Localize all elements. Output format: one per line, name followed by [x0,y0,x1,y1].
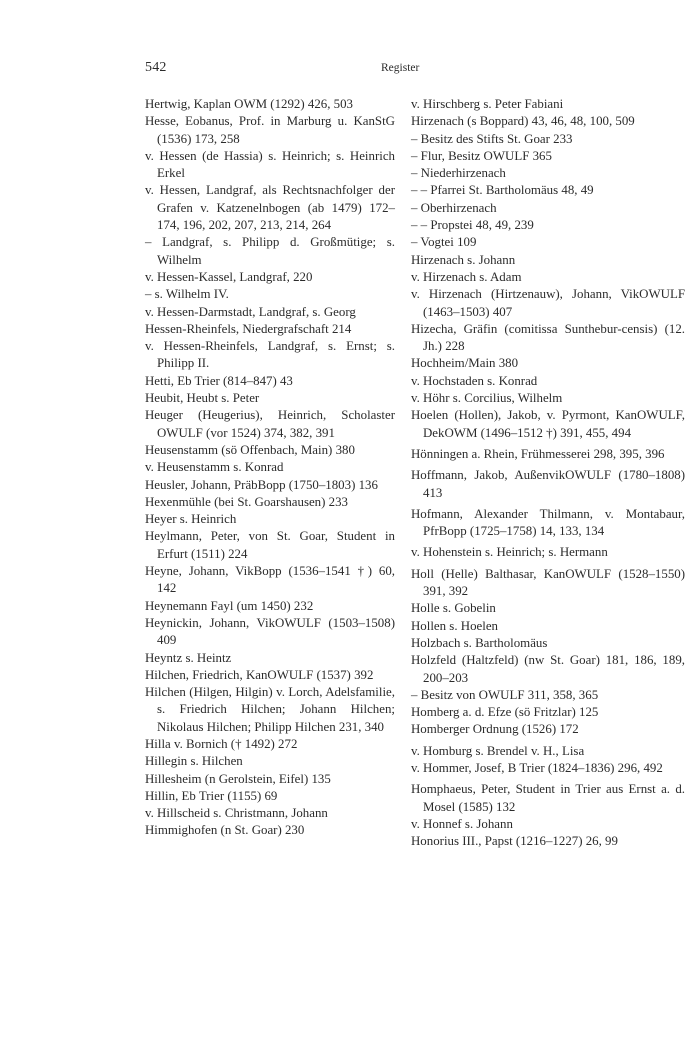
index-entry: Hilchen (Hilgen, Hilgin) v. Lorch, Adelsfamilie, s. Friedrich Hilchen; Johann Hilchen; Nikolaus Hilchen; Philipp Hilchen 231, 340 [145,685,395,734]
index-entry: – Besitz von OWULF 311, 358, 365 [411,687,599,702]
index-entry: Hofmann, Alexander Thilmann, v. Montabaur, PfrBopp (1725–1758) 14, 133, 134 [411,506,685,539]
index-entry: Homphaeus, Peter, Student in Trier aus Ernst a. d. Mosel (1585) 132 [411,782,685,814]
index-entry: Honorius III., Papst (1216–1227) 26, 99 [411,834,618,849]
index-entry: v. Heusenstamm s. Konrad [145,460,284,475]
index-entry: – Landgraf, s. Philipp d. Großmütige; s. Wilhelm [145,235,395,267]
index-entry: – Niederhirzenach [411,166,506,181]
index-entry: – – Propstei 48, 49, 239 [411,218,534,233]
running-head: Register [381,62,420,74]
index-entry: Heynickin, Johann, VikOWULF (1503–1508) 409 [145,615,395,648]
index-entry: Hillin, Eb Trier (1155) 69 [145,788,278,803]
index-entry: v. Hessen-Rheinfels, Landgraf, s. Ernst; s. Philipp II. [145,339,395,371]
index-entry: Hoelen (Hollen), Jakob, v. Pyrmont, KanOWULF, DekOWM (1496–1512 †) 391, 455, 494 [411,408,685,440]
index-entry: Heusler, Johann, PräbBopp (1750–1803) 136 [145,477,378,492]
index-entry: Heyne, Johann, VikBopp (1536–1541 †) 60, 142 [145,564,395,596]
index-entry: – Flur, Besitz OWULF 365 [411,148,552,163]
index-entry: Hirzenach s. Johann [411,252,516,267]
index-entry: Hizecha, Gräfin (comitissa Sunthebur-censis) (12. Jh.) 228 [411,321,685,354]
index-column-right [411,96,685,850]
index-entry: v. Hohenstein s. Heinrich; s. Hermann [411,545,608,560]
index-entry: v. Hirschberg s. Peter Fabiani [411,97,564,111]
index-entry: Heuger (Heugerius), Heinrich, Scholaster OWULF (vor 1524) 374, 382, 391 [145,408,395,440]
index-entry: Hoffmann, Jakob, AußenvikOWULF (1780–1808) 413 [411,468,685,500]
index-entry: Heyntz s. Heintz [145,650,232,665]
index-entry: Heyer s. Heinrich [145,512,237,527]
index-entry: – Oberhirzenach [411,200,497,215]
index-entry: v. Hommer, Josef, B Trier (1824–1836) 296, 492 [411,760,663,775]
index-entry: v. Hillscheid s. Christmann, Johann [145,806,328,821]
index-entry: – Vogtei 109 [411,235,477,250]
index-entry: Homberger Ordnung (1526) 172 [411,722,579,737]
index-entry: – Besitz des Stifts St. Goar 233 [411,131,573,146]
index-entry: v. Hessen (de Hassia) s. Heinrich; s. Heinrich Erkel [145,148,395,181]
index-entry: Hilchen, Friedrich, KanOWULF (1537) 392 [145,667,374,682]
index-entry: Hetti, Eb Trier (814–847) 43 [145,373,293,388]
index-entry: – – Pfarrei St. Bartholomäus 48, 49 [411,183,594,198]
index-entry: Hirzenach (s Boppard) 43, 46, 48, 100, 509 [411,114,635,129]
index-entry: Heusenstamm (sö Offenbach, Main) 380 [145,442,355,457]
index-entry: Holzbach s. Bartholomäus [411,635,548,650]
index-entry: Himmighofen (n St. Goar) 230 [145,823,305,838]
index-entry: Hollen s. Hoelen [411,618,498,633]
index-entry: Homberg a. d. Efze (sö Fritzlar) 125 [411,705,599,720]
page-number: 542 [145,60,167,75]
index-entry: Heynemann Fayl (um 1450) 232 [145,598,314,613]
index-entry: Heubit, Heubt s. Peter [145,391,260,406]
index-entry: Holzfeld (Haltzfeld) (nw St. Goar) 181, 186, 189, 200–203 [411,653,685,685]
index-entry: v. Hessen-Darmstadt, Landgraf, s. Georg [145,304,356,319]
page-header [145,60,685,80]
index-entry: Hessen-Rheinfels, Niedergrafschaft 214 [145,321,352,336]
index-entry: Holl (Helle) Balthasar, KanOWULF (1528–1550) 391, 392 [411,566,685,599]
index-entry: Holle s. Gobelin [411,601,496,616]
index-entry: Hertwig, Kaplan OWM (1292) 426, 503 [145,97,353,111]
index-entry: v. Homburg s. Brendel v. H., Lisa [411,743,585,758]
index-entry: Heylmann, Peter, von St. Goar, Student in Erfurt (1511) 224 [145,529,395,561]
index-entry: Hilla v. Bornich († 1492) 272 [145,736,298,751]
index-entry: Hönningen a. Rhein, Frühmesserei 298, 395, 396 [411,446,665,461]
index-entry: v. Höhr s. Corcilius, Wilhelm [411,391,563,406]
index-entry: v. Hessen, Landgraf, als Rechtsnachfolger der Grafen v. Katzenelnbogen (ab 1479) 172–174, 196, 202, 207, 213, 214, 264 [145,183,395,233]
index-entry: v. Honnef s. Johann [411,816,513,831]
index-entry: Hillesheim (n Gerolstein, Eifel) 135 [145,771,331,786]
index-entry: Hillegin s. Hilchen [145,754,243,769]
index-entry: v. Hirzenach s. Adam [411,269,522,284]
index-entry: Hesse, Eobanus, Prof. in Marburg u. KanStG (1536) 173, 258 [145,114,395,146]
index-entry: v. Hochstaden s. Konrad [411,373,538,388]
index-entry: Hochheim/Main 380 [411,356,519,371]
index-column-left [145,96,395,840]
index-entry: v. Hessen-Kassel, Landgraf, 220 [145,269,313,284]
index-entry: Hexenmühle (bei St. Goarshausen) 233 [145,494,348,509]
index-entry: – s. Wilhelm IV. [145,287,229,302]
index-entry: v. Hirzenach (Hirtzenauw), Johann, VikOWULF (1463–1503) 407 [411,287,685,319]
